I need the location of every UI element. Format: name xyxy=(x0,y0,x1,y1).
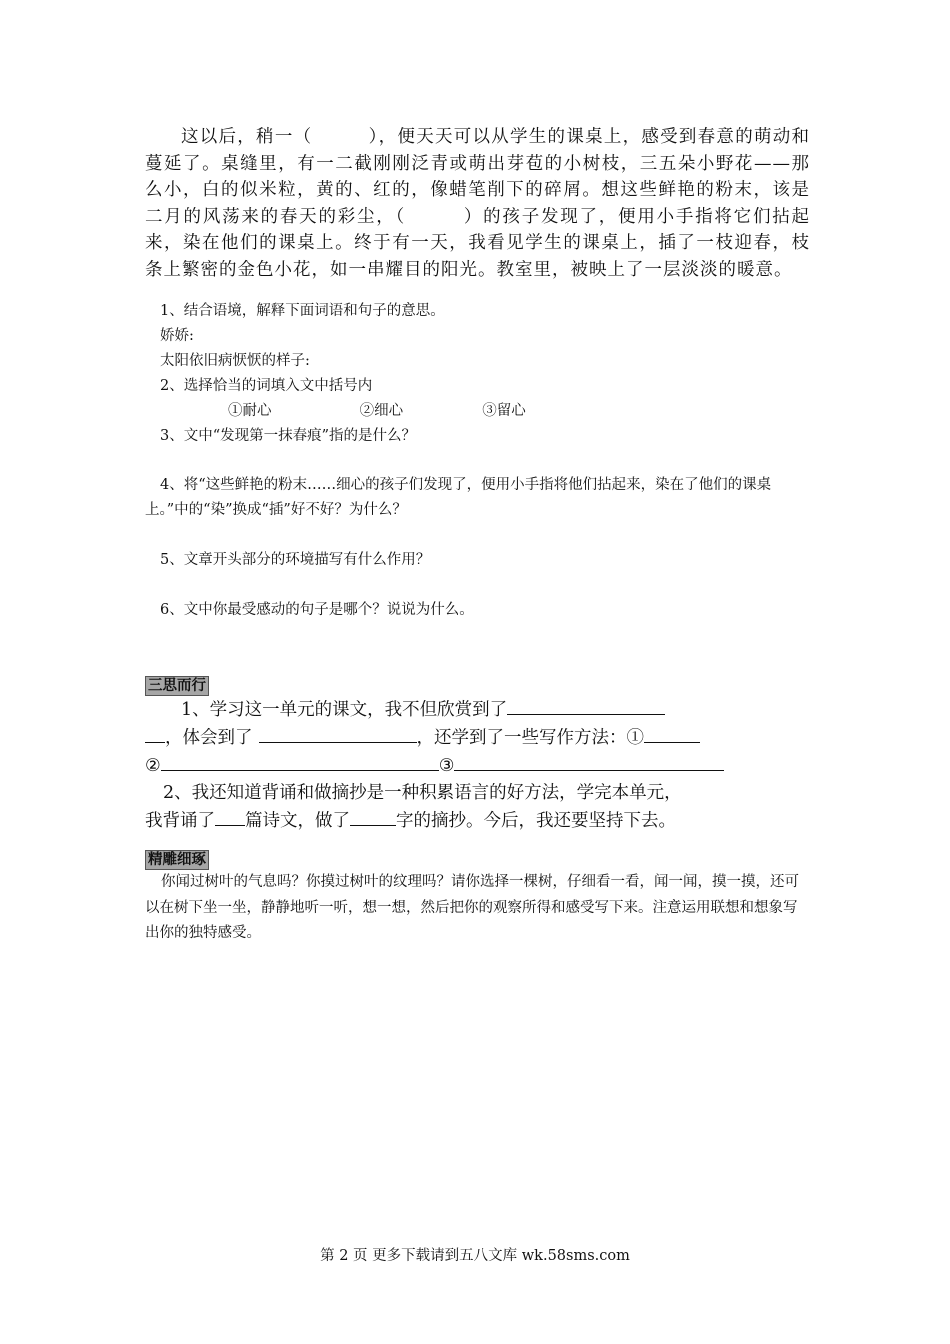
blank-excerpt-count[interactable] xyxy=(350,807,396,826)
question-1-sentence: 太阳依旧病恹恹的样子: xyxy=(160,353,310,369)
reflect-text-2a: ，体会到了 xyxy=(165,728,253,748)
question-2: 2、选择恰当的词填入文中括号内 xyxy=(160,378,373,394)
reflect-text-3b: ③ xyxy=(438,756,455,776)
blank-method-2[interactable] xyxy=(161,752,439,771)
blank-appreciated[interactable] xyxy=(507,696,665,715)
section-heading-write: 精雕细琢 xyxy=(145,850,209,870)
question-5: 5、文章开头部分的环境描写有什么作用？ xyxy=(160,552,431,568)
reflect-section xyxy=(145,696,785,835)
blank-appreciated-cont[interactable] xyxy=(145,724,165,743)
option-3: ③留心 xyxy=(482,403,526,419)
reflect-line-1 xyxy=(145,696,785,724)
option-2: ②细心 xyxy=(359,403,404,419)
reflect-text-2b: ，还学到了一些写作方法：① xyxy=(416,728,644,748)
blank-poems-count[interactable] xyxy=(215,807,245,826)
reflect-text-5c: 字的摘抄。今后，我还要坚持下去。 xyxy=(396,811,676,831)
writing-task-text: 你闻过树叶的气息吗？你摸过树叶的纹理吗？请你选择一棵树，仔细看一看，闻一闻，摸一摸，还可以在树下坐一坐，静静地听一听，想一想，然后把你的观察所得和感受写下来。注意运用联想和想象写出你的独特感受。 xyxy=(145,874,799,941)
reflect-text-5b: 篇诗文，做了 xyxy=(245,811,350,831)
page-footer: 第 2 页 更多下载请到五八文库 wk.58sms.com xyxy=(320,1248,630,1264)
question-3: 3、文中“发现第一抹春痕”指的是什么？ xyxy=(160,428,417,444)
question-2-options xyxy=(228,401,526,421)
question-1: 1、结合语境，解释下面词语和句子的意思。 xyxy=(160,303,445,319)
question-1-word: 娇娇: xyxy=(160,328,194,344)
section-heading-reflect: 三思而行 xyxy=(145,676,209,696)
writing-task xyxy=(145,870,805,947)
question-6: 6、文中你最受感动的句子是哪个？说说为什么。 xyxy=(160,602,474,618)
blank-method-3[interactable] xyxy=(454,752,724,771)
reflect-text-1: 1、学习这一单元的课文，我不但欣赏到了 xyxy=(181,700,508,720)
reflect-line-2 xyxy=(145,724,785,752)
passage-text: 这以后，稍一（ ），便天天可以从学生的课桌上，感受到春意的萌动和蔓延了。桌缝里，有一二截刚刚泛青或萌出芽苞的小树枝，三五朵小野花——那么小，白的似米粒，黄的、红的，像蜡笔削下的碎屑。想这些鲜艳的粉末，该是二月的风荡来的春天的彩尘，（ ）的孩子发现了，便用小手指将它们拈起来，染在他们的课桌上。终于有一天，我看见学生的课桌上，插了一枝迎春，枝条上繁密的金色小花，如一串耀目的阳光。教室里，被映上了一层淡淡的暖意。 xyxy=(145,127,810,280)
question-4 xyxy=(145,473,810,523)
reflect-text-5a: 我背诵了 xyxy=(145,811,215,831)
blank-understood[interactable] xyxy=(259,724,417,743)
reading-passage xyxy=(145,124,810,283)
question-4-text: 4、将“这些鲜艳的粉末……细心的孩子们发现了，便用小手指将他们拈起来，染在了他们的课桌上。”中的“染”换成“插”好不好？为什么？ xyxy=(145,477,772,518)
reflect-line-4: 2、我还知道背诵和做摘抄是一种积累语言的好方法，学完本单元， xyxy=(163,783,682,803)
option-1: ①耐心 xyxy=(228,403,272,419)
reflect-line-5 xyxy=(145,807,785,835)
reflect-text-3a: ② xyxy=(145,756,161,776)
blank-method-1[interactable] xyxy=(644,724,700,743)
reflect-line-3 xyxy=(145,752,785,780)
